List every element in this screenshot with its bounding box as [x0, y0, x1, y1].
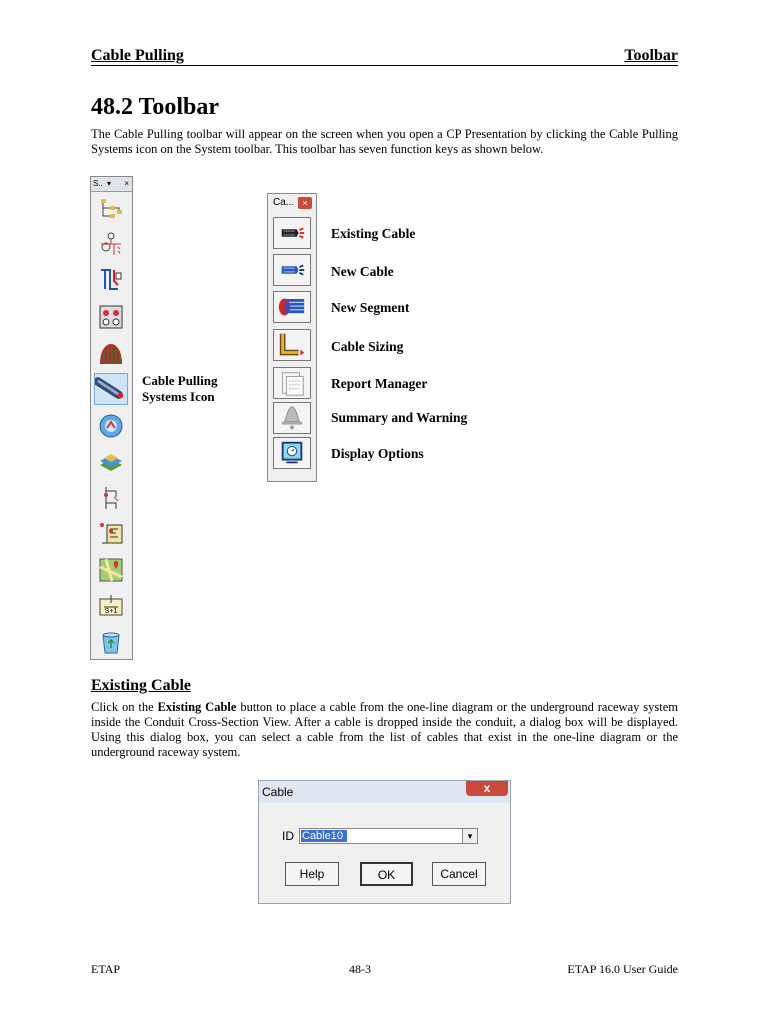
cp-toolbar-titlebar — [268, 194, 316, 212]
cable-dialog-title: Cable — [262, 785, 294, 799]
cable-id-value: Cable10 — [301, 830, 347, 842]
system-toolbar-titlebar — [91, 177, 132, 192]
label-report-manager: Report Manager — [331, 376, 428, 391]
label-new-segment: New Segment — [331, 300, 410, 315]
cancel-button[interactable]: Cancel — [432, 862, 486, 886]
existing-cable-button[interactable] — [273, 217, 311, 249]
existing-cable-icon — [274, 218, 310, 248]
report-manager-button[interactable] — [273, 367, 311, 399]
panel-system-icon[interactable] — [98, 304, 124, 330]
new-segment-button[interactable] — [273, 291, 311, 323]
chevron-down-icon[interactable]: ▾ — [462, 829, 477, 843]
close-icon[interactable]: x — [466, 781, 508, 796]
intro-paragraph: The Cable Pulling toolbar will appear on the screen when you open a CP Presentation by clicking the Cable Pulling Systems icon on the System toolbar. This toolbar has seven function keys as shown below. — [91, 127, 678, 156]
footer-page-number: 48-3 — [349, 962, 371, 976]
gis-map-icon[interactable] — [98, 557, 124, 583]
label-summary-warning: Summary and Warning — [331, 410, 468, 425]
footer-right: ETAP 16.0 User Guide — [567, 962, 678, 976]
label-display-options: Display Options — [331, 446, 424, 461]
cable-pulling-systems-callout — [142, 373, 218, 405]
one-line-diagram-icon[interactable] — [98, 197, 124, 223]
summary-warning-button[interactable] — [273, 402, 311, 434]
header-section: Toolbar — [624, 47, 678, 64]
existing-cable-heading: Existing Cable — [91, 677, 192, 694]
report-manager-icon — [274, 368, 310, 398]
ok-button[interactable]: OK — [360, 862, 413, 886]
cable-sizing-button[interactable] — [273, 329, 311, 361]
arc-flash-icon[interactable] — [98, 413, 124, 439]
header-chapter: Cable Pulling — [91, 47, 184, 64]
system-toolbar-title: S.. — [93, 179, 103, 188]
svg-text:S+1: S+1 — [104, 608, 118, 615]
display-options-button[interactable] — [273, 437, 311, 469]
cable-dialog — [258, 780, 511, 904]
cable-pulling-toolbar — [267, 193, 317, 482]
summary-warning-icon — [274, 403, 310, 433]
cable-dialog-titlebar — [259, 781, 510, 803]
label-new-cable: New Cable — [331, 264, 394, 279]
cable-pulling-systems-icon[interactable] — [94, 373, 128, 405]
ground-grid-icon[interactable] — [98, 267, 124, 293]
help-button[interactable]: Help — [285, 862, 339, 886]
system-toolbar — [90, 176, 133, 660]
footer-left: ETAP — [91, 962, 121, 976]
existing-cable-text-bold: Existing Cable — [157, 700, 237, 714]
geospatial-icon[interactable] — [98, 449, 124, 475]
recycle-bin-icon[interactable] — [98, 629, 124, 655]
page-header — [91, 47, 678, 66]
dc-system-icon[interactable] — [98, 521, 124, 547]
id-label: ID — [282, 829, 294, 843]
new-cable-icon — [274, 255, 310, 285]
cp-toolbar-close-icon[interactable]: × — [298, 197, 312, 209]
label-cable-sizing: Cable Sizing — [331, 339, 404, 354]
cable-id-select[interactable] — [299, 828, 478, 844]
section-title: 48.2 Toolbar — [91, 94, 220, 120]
display-options-icon — [274, 438, 310, 468]
existing-cable-text-pre: Click on the — [91, 700, 158, 714]
callout-line-2: Systems Icon — [142, 389, 215, 404]
scenario-wizard-icon[interactable] — [98, 593, 124, 619]
callout-line-1: Cable Pulling — [142, 373, 218, 388]
label-existing-cable: Existing Cable — [331, 226, 416, 241]
cable-sizing-icon — [274, 330, 310, 360]
system-toolbar-close-icon[interactable]: × — [124, 179, 129, 188]
new-cable-button[interactable] — [273, 254, 311, 286]
new-segment-icon — [274, 292, 310, 322]
star-system-icon[interactable] — [98, 231, 124, 257]
control-system-icon[interactable] — [98, 485, 124, 511]
existing-cable-text-post: button to place a cable from the one-line diagram or the underground raceway system inside the Conduit Cross-Section View. After a cable is dropped inside the conduit, a dialog box will be displayed. Using this dialog box, you can select a cable from the list of cables that exist in the one-line diagram or the underground raceway system. — [91, 700, 678, 759]
cp-toolbar-title: Ca... — [273, 197, 295, 208]
existing-cable-paragraph — [91, 700, 678, 760]
system-toolbar-menu-icon[interactable]: ▾ — [107, 179, 112, 188]
underground-raceway-icon[interactable] — [98, 340, 124, 366]
